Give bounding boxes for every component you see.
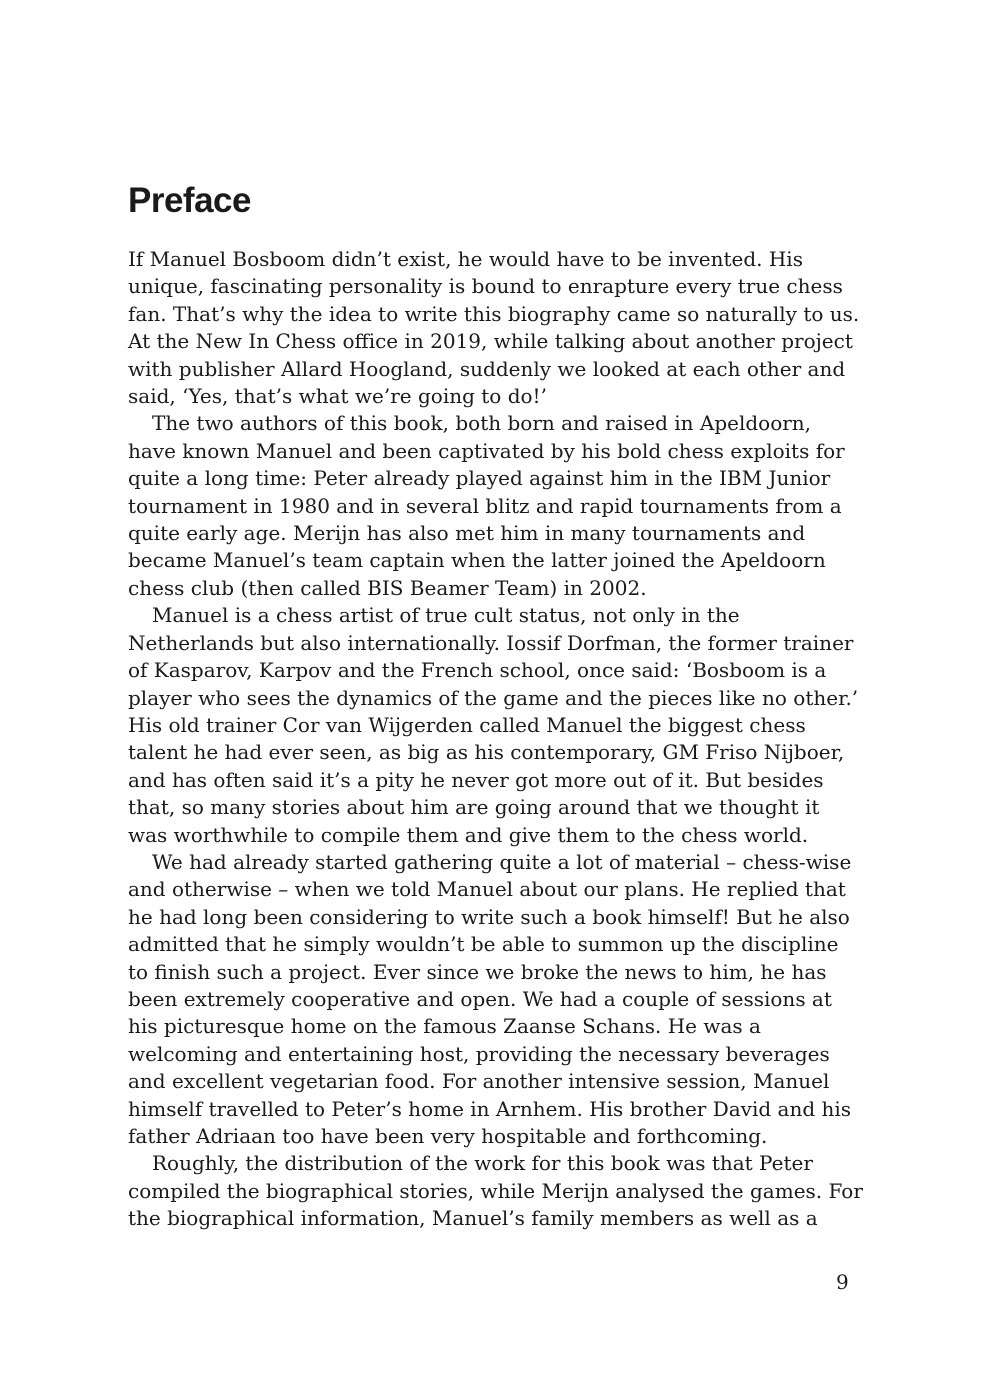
paragraph-5: Roughly, the distribution of the work for this book was that Peter compiled the biographical stories, while Merijn analysed the games. For the biographical information, Manuel’s family members as well as a [128, 1151, 863, 1231]
body-text [128, 246, 863, 1233]
chapter-title: Preface [128, 181, 251, 220]
page-number: 9 [836, 1270, 849, 1294]
paragraph-4: We had already started gathering quite a lot of material – chess-wise and otherwise – when we told Manuel about our plans. He replied that he had long been considering to write such a book himself! But he also admitted that he simply wouldn’t be able to summon up the discipline to finish such a project. Ever since we broke the news to him, he has been extremely cooperative and open. We had a couple of sessions at his picturesque home on the famous Zaanse Schans. He was a welcoming and entertaining host, providing the necessary beverages and excellent vegetarian food. For another intensive session, Manuel himself travelled to Peter’s home in Arnhem. His brother David and his father Adriaan too have been very hospitable and forthcoming. [128, 849, 852, 1148]
paragraph-1: If Manuel Bosboom didn’t exist, he would have to be invented. His unique, fascinating personality is bound to enrapture every true chess fan. That’s why the idea to write this biography came so naturally to us. At the New In Chess office in 2019, while talking about another project with publisher Allard Hoogland, suddenly we looked at each other and said, ‘Yes, that’s what we’re going to do!’ [128, 247, 860, 409]
paragraph-2: The two authors of this book, both born and raised in Apeldoorn, have known Manuel and been captivated by his bold chess exploits for quite a long time: Peter already played against him in the IBM Junior tournament in 1980 and in several blitz and rapid tournaments from a quite early age. Merijn has also met him in many tournaments and became Manuel’s team captain when the latter joined the Apeldoorn chess club (then called BIS Beamer Team) in 2002. [128, 411, 845, 600]
paragraph-3: Manuel is a chess artist of true cult status, not only in the Netherlands but also internationally. Iossif Dorfman, the former trainer of Kasparov, Karpov and the French school, once said: ‘Bosboom is a player who sees the dynamics of the game and the pieces like no other.’ His old trainer Cor van Wijgerden called Manuel the biggest chess talent he had ever seen, as big as his contemporary, GM Friso Nijboer, and has often said it’s a pity he never got more out of it. But besides that, so many stories about him are going around that we thought it was worthwhile to compile them and give them to the chess world. [128, 603, 859, 847]
